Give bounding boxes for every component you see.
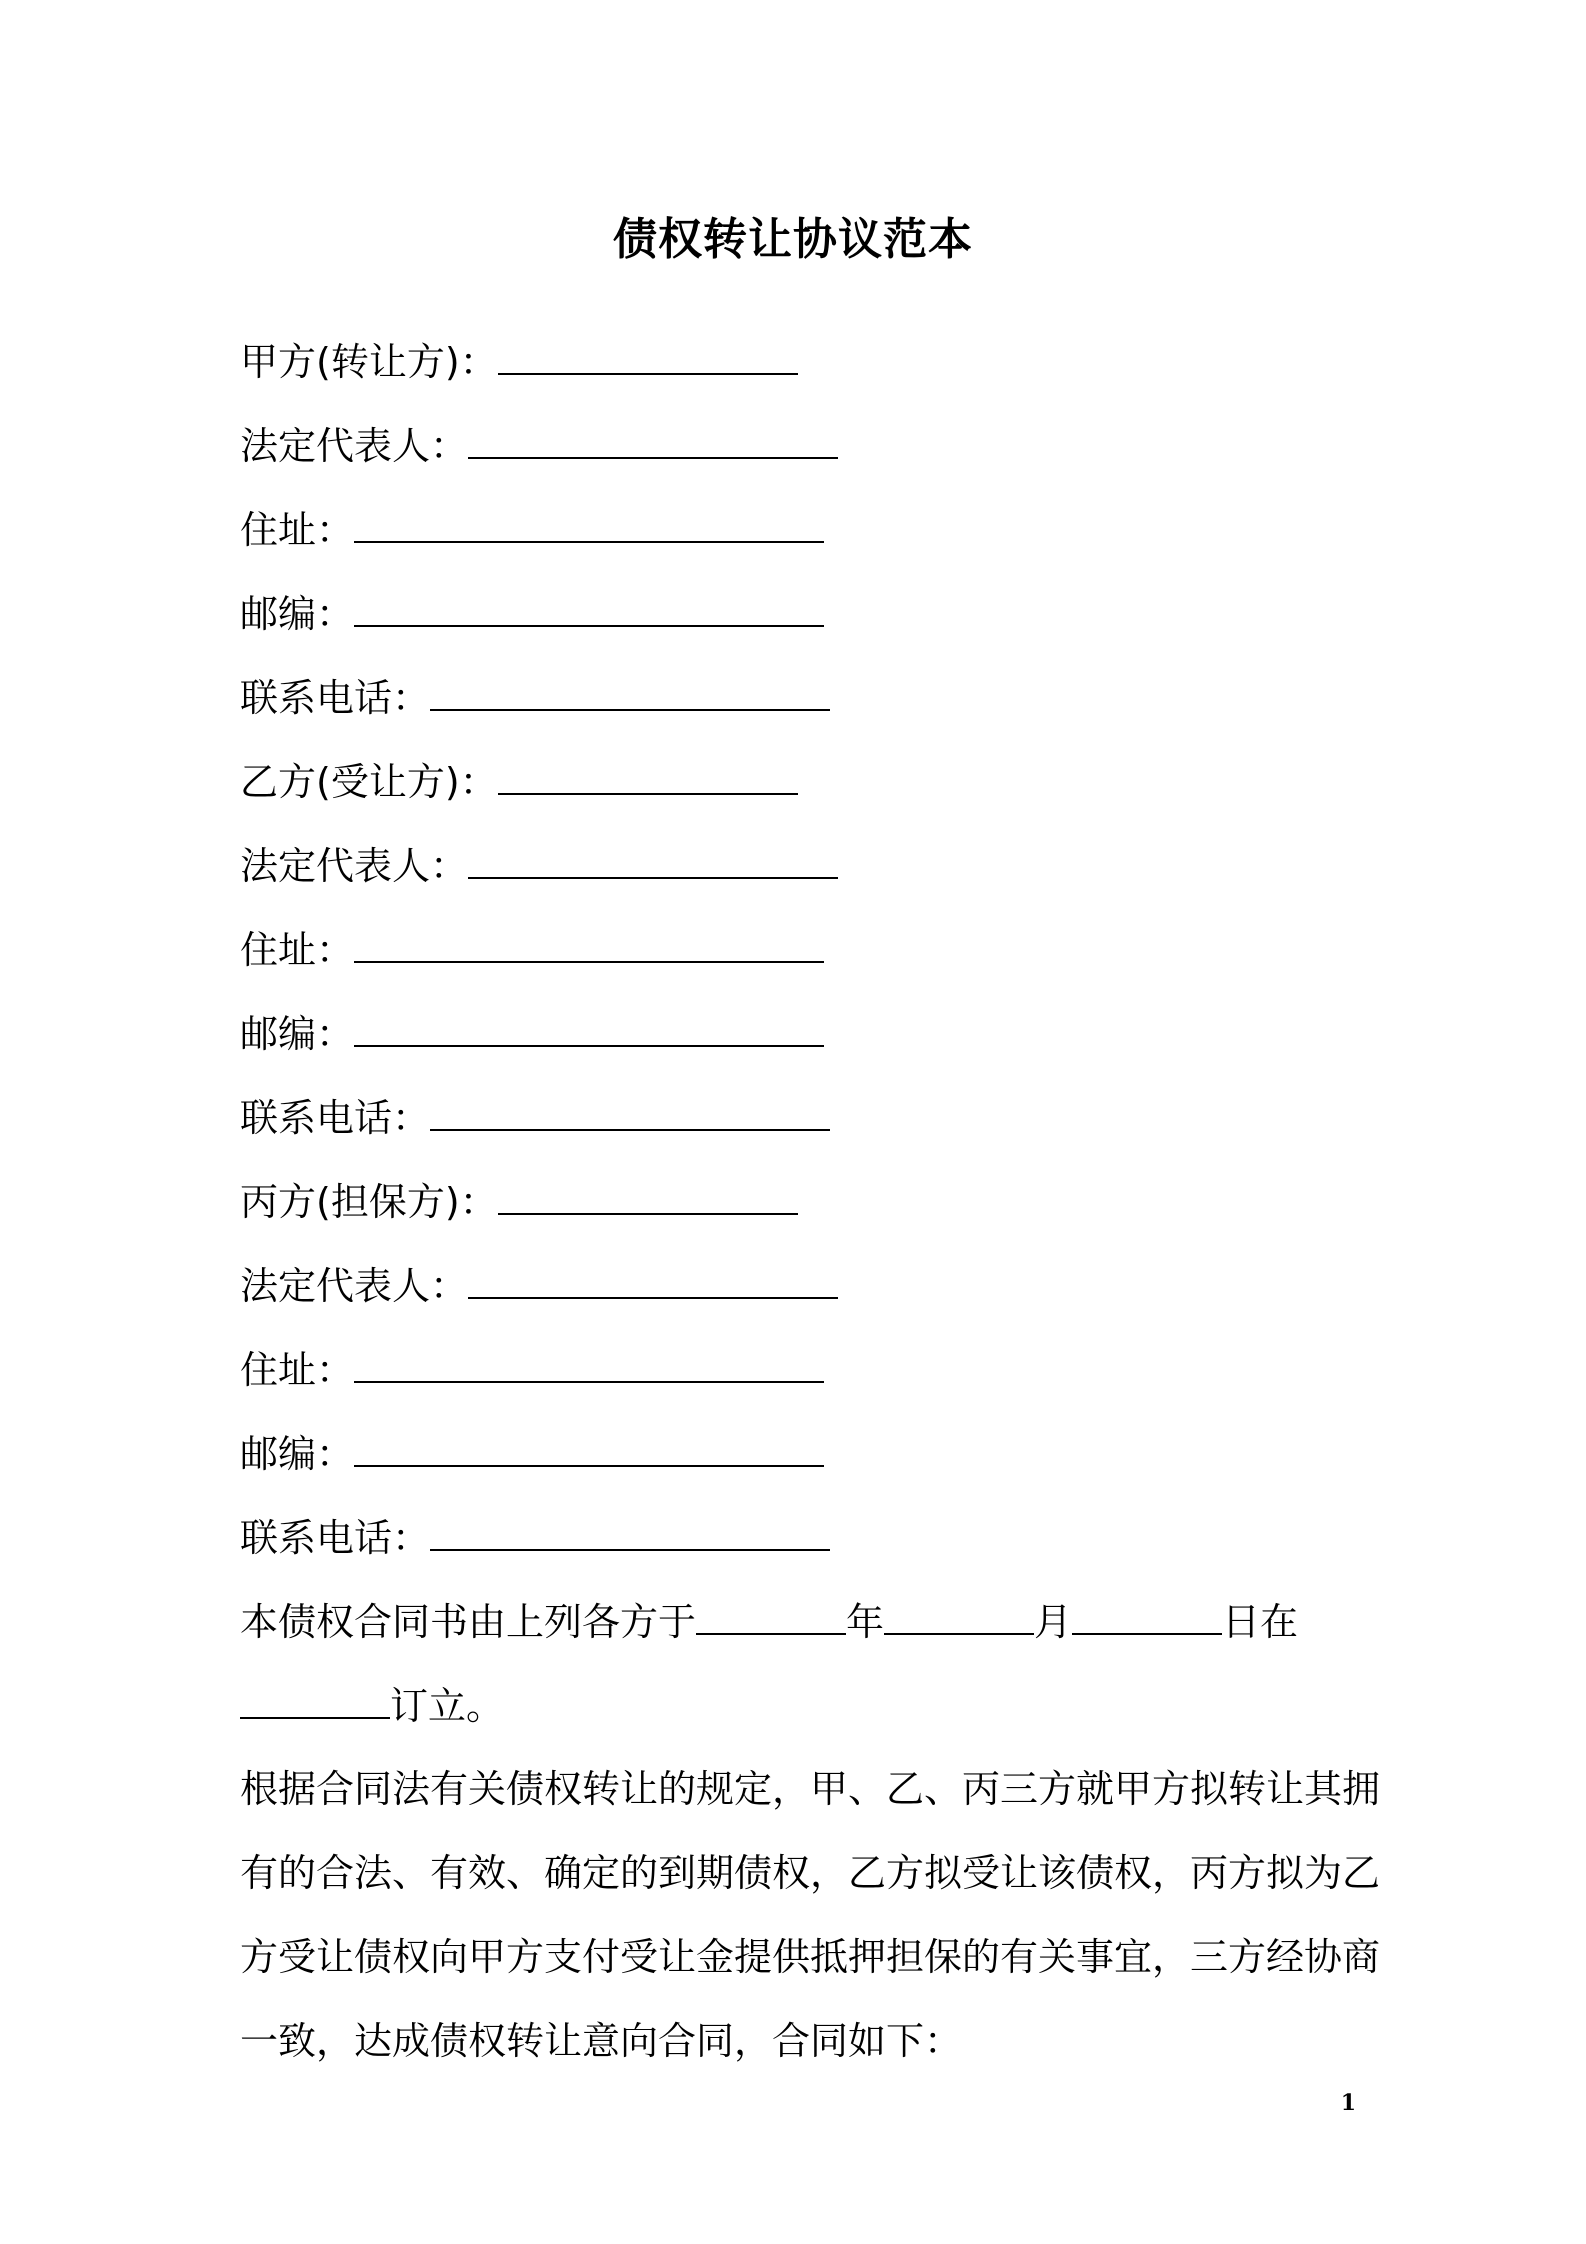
- party-b-rep-line: [240, 838, 838, 894]
- party-a-phone-label: 联系电话：: [240, 676, 431, 720]
- party-c-line: [240, 1174, 798, 1230]
- place-blank[interactable]: [240, 1679, 390, 1719]
- party-a-addr-blank[interactable]: [354, 503, 824, 543]
- party-b-zip-blank[interactable]: [354, 1007, 824, 1047]
- party-b-blank[interactable]: [498, 755, 798, 795]
- party-b-phone-label: 联系电话：: [240, 1096, 431, 1140]
- day-blank[interactable]: [1072, 1595, 1222, 1635]
- page-number: 1: [1340, 2090, 1356, 2116]
- party-a-phone-blank[interactable]: [430, 671, 830, 711]
- date-clause-line-2: [240, 1678, 504, 1734]
- party-a-rep-blank[interactable]: [468, 419, 838, 459]
- body-line: 一致，达成债权转让意向合同，合同如下：: [240, 2019, 963, 2063]
- party-a-addr-line: [240, 502, 824, 558]
- party-a-zip-label: 邮编：: [240, 592, 355, 636]
- year-blank[interactable]: [696, 1595, 846, 1635]
- party-c-rep-label: 法定代表人：: [240, 1264, 469, 1308]
- party-c-addr-blank[interactable]: [354, 1343, 824, 1383]
- party-a-label: 甲方(转让方)：: [240, 340, 498, 384]
- month-blank[interactable]: [884, 1595, 1034, 1635]
- party-c-zip-blank[interactable]: [354, 1427, 824, 1467]
- year-label: 年: [846, 1600, 885, 1644]
- party-a-zip-blank[interactable]: [354, 587, 824, 627]
- party-b-rep-label: 法定代表人：: [240, 844, 469, 888]
- party-c-rep-line: [240, 1258, 838, 1314]
- body-line: 根据合同法有关债权转让的规定，甲、乙、丙三方就甲方拟转让其拥: [240, 1767, 1381, 1811]
- party-c-blank[interactable]: [498, 1175, 798, 1215]
- document-title: 债权转让协议范本: [613, 214, 973, 265]
- party-b-addr-blank[interactable]: [354, 923, 824, 963]
- body-paragraph: [240, 1747, 1381, 2083]
- date-clause-line: [240, 1594, 1298, 1650]
- party-b-rep-blank[interactable]: [468, 839, 838, 879]
- party-a-addr-label: 住址：: [240, 508, 355, 552]
- party-b-phone-line: [240, 1090, 830, 1146]
- party-c-zip-line: [240, 1426, 824, 1482]
- party-a-phone-line: [240, 670, 830, 726]
- party-c-phone-line: [240, 1510, 830, 1566]
- party-b-addr-label: 住址：: [240, 928, 355, 972]
- party-c-label: 丙方(担保方)：: [240, 1180, 498, 1224]
- party-a-rep-line: [240, 418, 838, 474]
- party-c-addr-label: 住址：: [240, 1348, 355, 1392]
- party-a-blank[interactable]: [498, 335, 798, 375]
- party-b-zip-line: [240, 1006, 824, 1062]
- party-c-phone-blank[interactable]: [430, 1511, 830, 1551]
- party-c-rep-blank[interactable]: [468, 1259, 838, 1299]
- party-b-phone-blank[interactable]: [430, 1091, 830, 1131]
- party-c-zip-label: 邮编：: [240, 1432, 355, 1476]
- party-b-line: [240, 754, 798, 810]
- party-b-addr-line: [240, 922, 824, 978]
- day-label: 日在: [1222, 1600, 1299, 1644]
- body-line: 方受让债权向甲方支付受让金提供抵押担保的有关事宜，三方经协商: [240, 1935, 1381, 1979]
- party-c-addr-line: [240, 1342, 824, 1398]
- party-c-phone-label: 联系电话：: [240, 1516, 431, 1560]
- party-a-rep-label: 法定代表人：: [240, 424, 469, 468]
- party-a-zip-line: [240, 586, 824, 642]
- date-clause-suffix: 订立。: [390, 1684, 505, 1728]
- month-label: 月: [1034, 1600, 1073, 1644]
- date-clause-prefix: 本债权合同书由上列各方于: [240, 1600, 697, 1644]
- body-line: 有的合法、有效、确定的到期债权，乙方拟受让该债权，丙方拟为乙: [240, 1851, 1381, 1895]
- party-a-line: [240, 334, 798, 390]
- party-b-zip-label: 邮编：: [240, 1012, 355, 1056]
- party-b-label: 乙方(受让方)：: [240, 760, 498, 804]
